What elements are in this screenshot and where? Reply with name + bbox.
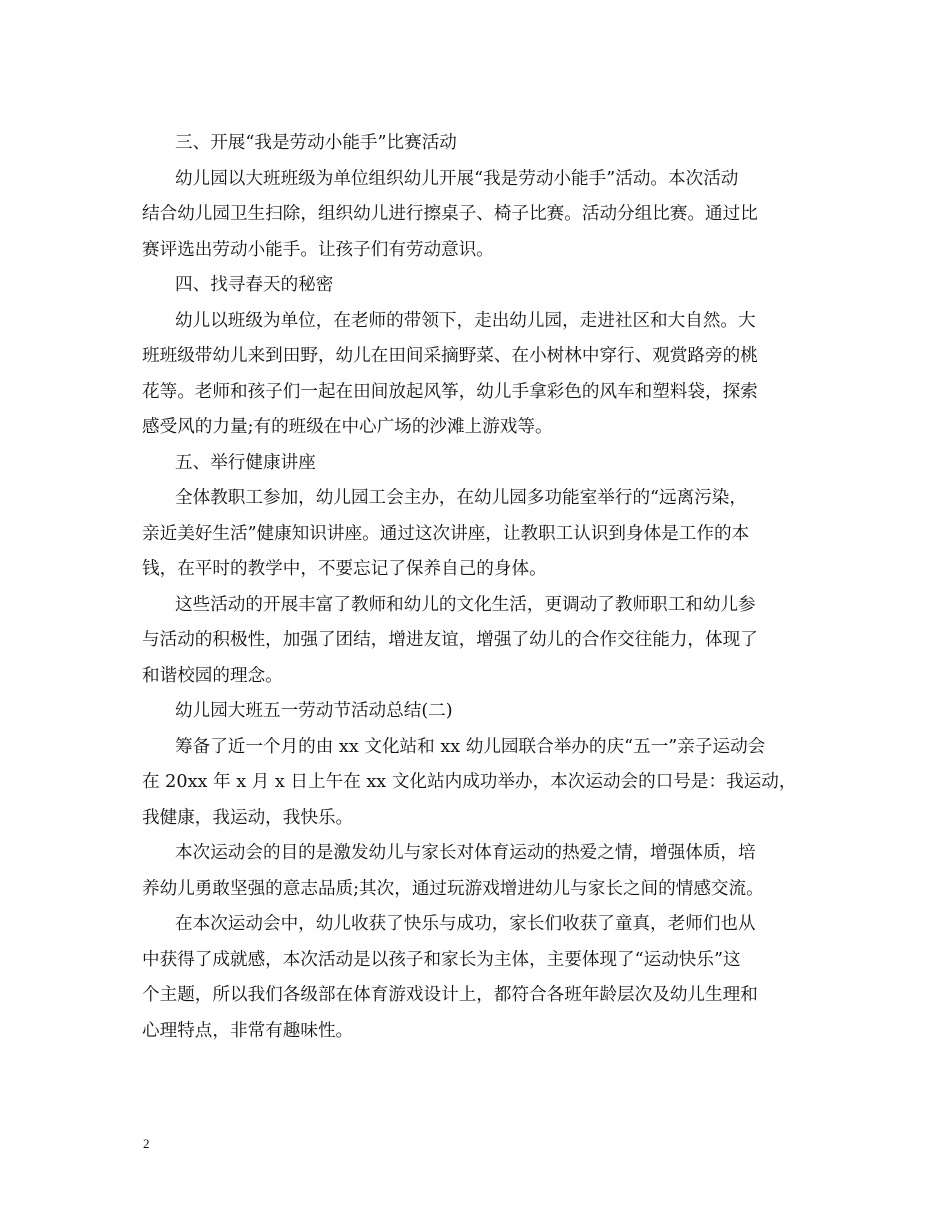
paragraph [142, 588, 810, 695]
text-line: 结合幼儿园卫生扫除，组织幼儿进行擦桌子、椅子比赛。活动分组比赛。通过比 [142, 204, 758, 224]
text-line: 我健康，我运动，我快乐。 [142, 807, 354, 828]
paragraph [142, 162, 810, 269]
text-line: 中获得了成就感，本次活动是以孩子和家长为主体，主要体现了“运动快乐”这 [142, 949, 741, 970]
page-number: 2 [143, 1136, 150, 1151]
text-line: 养幼儿勇敢坚强的意志品质;其次，通过玩游戏增进幼儿与家长之间的情感交流。 [142, 878, 764, 899]
paragraph [142, 304, 810, 446]
document-body [142, 126, 810, 1049]
text-line: 四、找寻春天的秘密 [175, 275, 334, 295]
text-line: 三、开展“我是劳动小能手”比赛活动 [175, 133, 457, 153]
paragraph [142, 730, 810, 837]
text-line: 幼儿园以大班班级为单位组织幼儿开展“我是劳动小能手”活动。本次活动 [175, 168, 739, 189]
text-line: 和谐校园的理念。 [142, 665, 283, 686]
paragraph [142, 907, 810, 1049]
text-line: 与活动的积极性，加强了团结，增进友谊，增强了幼儿的合作交往能力，体现了 [142, 630, 758, 650]
text-line: 五、举行健康讲座 [175, 452, 316, 473]
text-line: 花等。老师和孩子们一起在田间放起风筝，幼儿手拿彩色的风车和塑料袋，探索 [142, 381, 758, 402]
paragraph [142, 481, 810, 588]
text-line: 全体教职工参加，幼儿园工会主办，在幼儿园多功能室举行的“远离污染， [175, 488, 747, 508]
text-line: 在本次运动会中，幼儿收获了快乐与成功，家长们收获了童真，老师们也从 [175, 914, 756, 934]
text-line: 筹备了近一个月的由 xx 文化站和 xx 幼儿园联合举办的庆“五一”亲子运动会 [175, 736, 766, 757]
text-line: 赛评选出劳动小能手。让孩子们有劳动意识。 [142, 239, 494, 260]
text-line: 感受风的力量;有的班级在中心广场的沙滩上游戏等。 [142, 417, 553, 437]
section-heading [142, 268, 810, 304]
text-line: 幼儿以班级为单位，在老师的带领下，走出幼儿园，走进社区和大自然。大 [175, 310, 756, 331]
section-heading [142, 446, 810, 482]
text-line: 班班级带幼儿来到田野，幼儿在田间采摘野菜、在小树林中穿行、观赏路旁的桃 [142, 346, 758, 366]
text-line: 个主题，所以我们各级部在体育游戏设计上，都符合各班年龄层次及幼儿生理和 [142, 985, 758, 1005]
paragraph [142, 836, 810, 907]
text-line: 在 20xx 年 x 月 x 日上午在 xx 文化站内成功举办，本次运动会的口号是：我运动， [142, 772, 797, 792]
section-heading [142, 694, 810, 730]
text-line: 钱，在平时的教学中，不要忘记了保养自己的身体。 [142, 559, 547, 579]
text-line: 亲近美好生活”健康知识讲座。通过这次讲座，让教职工认识到身体是工作的本 [142, 523, 750, 544]
text-line: 这些活动的开展丰富了教师和幼儿的文化生活，更调动了教师职工和幼儿参 [175, 594, 756, 615]
text-line: 心理特点，非常有趣味性。 [142, 1020, 354, 1041]
text-line: 幼儿园大班五一劳动节活动总结(二) [175, 701, 453, 721]
text-line: 本次运动会的目的是激发幼儿与家长对体育运动的热爱之情，增强体质，培 [175, 843, 756, 863]
section-heading [142, 126, 810, 162]
